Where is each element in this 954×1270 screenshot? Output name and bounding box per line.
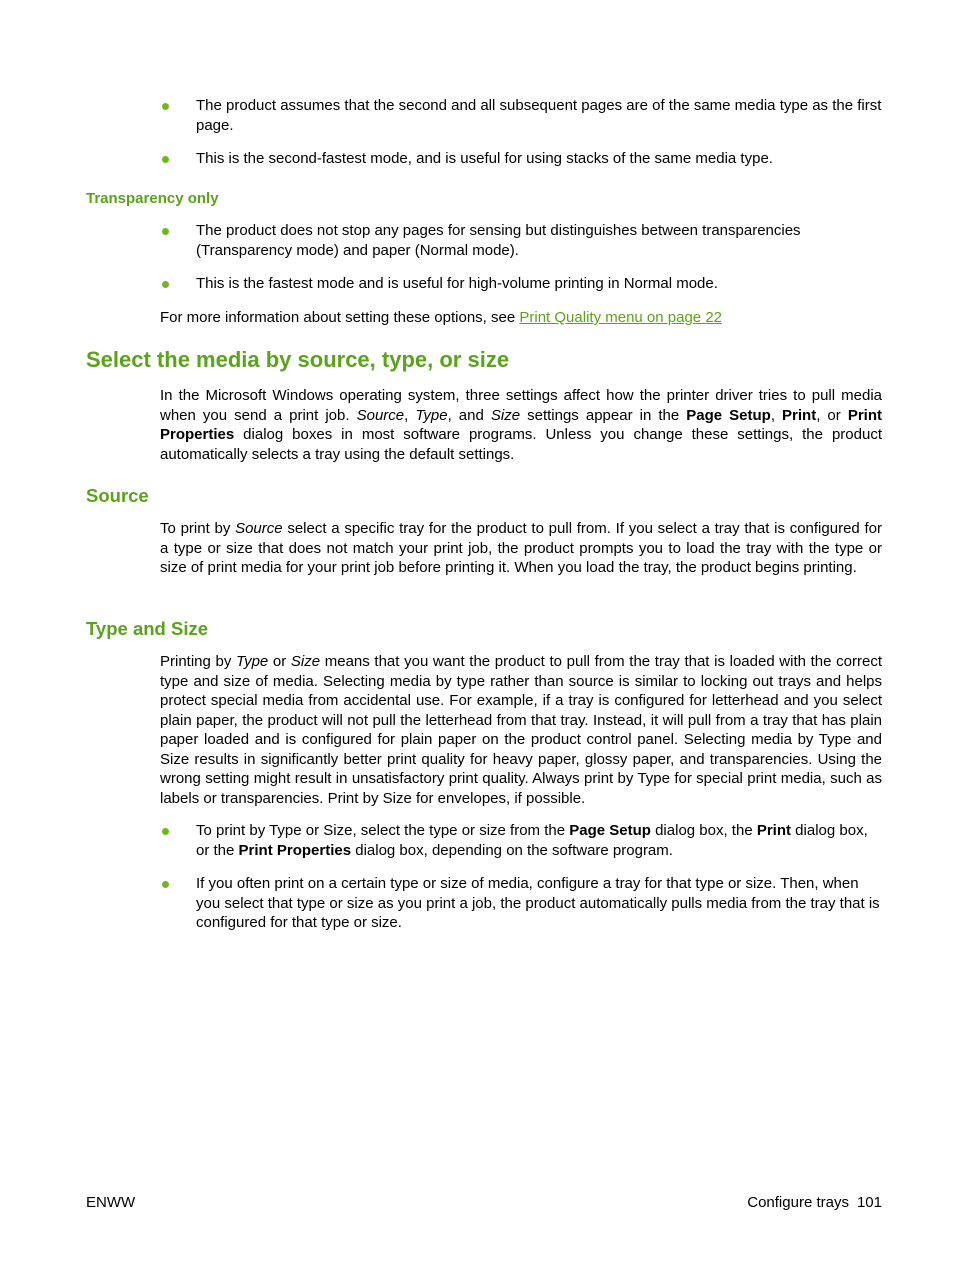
list-item: The product assumes that the second and all subsequent pages are of the same media type as the first page. [160, 96, 882, 135]
list-item: This is the fastest mode and is useful for high-volume printing in Normal mode. [160, 274, 882, 294]
bullet-icon [162, 103, 169, 110]
transparency-heading: Transparency only [86, 190, 219, 207]
top-bullet-list [160, 96, 882, 169]
list-item: If you often print on a certain type or size of media, configure a tray for that type or size. Then, when you select that type or size as you print a job, the product automatically pulls media from the tray that is configured for that type or size. [160, 874, 882, 933]
source-heading: Source [86, 485, 149, 506]
bullet-icon [162, 228, 169, 235]
bullet-icon [162, 881, 169, 888]
source-paragraph: To print by Source select a specific tray for the product to pull from. If you select a tray that is configured for a type or size that does not match your print job, the product prompts you to load the tray with the type or size of print media for your print job before printing it. When you load the tray, the product begins printing. [160, 520, 882, 576]
print-quality-menu-link[interactable]: Print Quality menu on page 22 [519, 309, 722, 326]
bullet-icon [162, 281, 169, 288]
type-and-size-heading: Type and Size [86, 618, 208, 639]
bullet-icon [162, 828, 169, 835]
bullet-icon [162, 156, 169, 163]
type-and-size-bullet-list [160, 821, 882, 933]
select-media-paragraph: In the Microsoft Windows operating system, three settings affect how the printer driver tries to pull media when you send a print job. Source, Type, and Size settings appear in the Page Setup, Print, or Print Properties dialog boxes in most software programs. Unless you change these settings, the product automatically selects a tray using the default settings. [160, 387, 882, 463]
list-item: The product does not stop any pages for sensing but distinguishes between transparencies (Transparency mode) and paper (Normal mode). [160, 221, 882, 260]
page-number: 101 [856, 1194, 882, 1211]
select-media-heading: Select the media by source, type, or size [86, 347, 510, 372]
more-info-paragraph: For more information about setting these options, see Print Quality menu on page 22 [160, 309, 722, 326]
footer-left-label: ENWW [86, 1194, 136, 1211]
list-item: This is the second-fastest mode, and is useful for using stacks of the same media type. [160, 149, 882, 169]
transparency-bullet-list [160, 221, 882, 294]
footer-section-title: Configure trays [747, 1194, 849, 1211]
footer-right [747, 1193, 882, 1212]
type-and-size-paragraph: Printing by Type or Size means that you want the product to pull from the tray that is loaded with the correct type and size of media. Selecting media by type rather than source is similar to locking out trays and helps protect special media from accidental use. For example, if a tray is configured for letterhead and you select plain paper, the product will not pull the letterhead from that tray. Instead, it will pull from a tray that has plain paper loaded and is configured for plain paper on the product control panel. Selecting media by Type and Size results in significantly better print quality for heavy paper, glossy paper, and transparencies. Using the wrong setting might result in unsatisfactory print quality. Always print by Type for special print media, such as labels or transparencies. Print by Size for envelopes, if possible. [160, 653, 882, 807]
list-item: To print by Type or Size, select the type or size from the Page Setup dialog box, the Print dialog box, or the Print Properties dialog box, depending on the software program. [160, 821, 882, 860]
